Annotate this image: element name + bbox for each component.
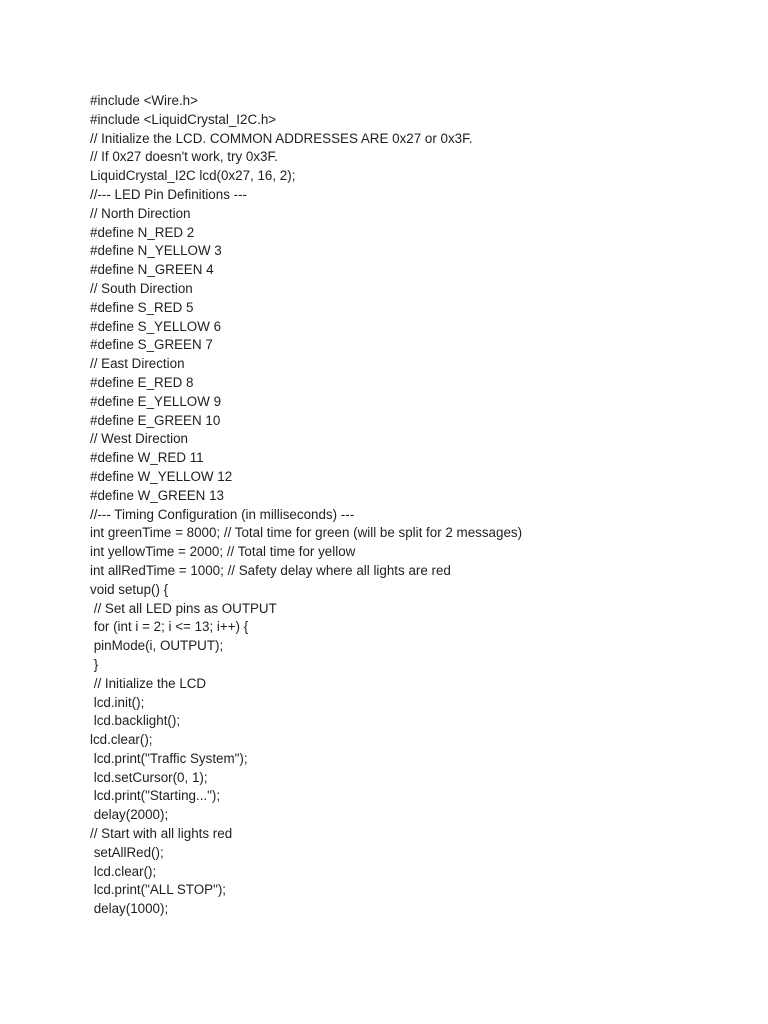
code-line: } bbox=[90, 656, 99, 672]
code-line: #define E_RED 8 bbox=[90, 374, 194, 390]
code-line: lcd.print("Traffic System"); bbox=[90, 750, 248, 766]
code-line: #define S_YELLOW 6 bbox=[90, 318, 222, 334]
code-line: //--- Timing Configuration (in milliseconds) --- bbox=[90, 506, 355, 522]
code-line: #define N_YELLOW 3 bbox=[90, 243, 222, 259]
code-line: lcd.print("Starting..."); bbox=[90, 788, 221, 804]
code-line: lcd.backlight(); bbox=[90, 713, 181, 729]
code-line: lcd.init(); bbox=[90, 694, 145, 710]
code-line: for (int i = 2; i <= 13; i++) { bbox=[90, 619, 249, 635]
code-line: #define N_RED 2 bbox=[90, 224, 195, 240]
code-line: LiquidCrystal_I2C lcd(0x27, 16, 2); bbox=[90, 168, 296, 184]
code-line: #define W_GREEN 13 bbox=[90, 487, 224, 503]
code-line: lcd.clear(); bbox=[90, 732, 153, 748]
code-line: #define W_RED 11 bbox=[90, 450, 204, 466]
code-line: delay(1000); bbox=[90, 901, 169, 917]
code-line: lcd.setCursor(0, 1); bbox=[90, 769, 208, 785]
code-line: int greenTime = 8000; // Total time for green (will be split for 2 messages) bbox=[90, 525, 523, 541]
code-line: #define E_YELLOW 9 bbox=[90, 393, 222, 409]
code-line: #define S_GREEN 7 bbox=[90, 337, 213, 353]
code-line: #include <Wire.h> bbox=[90, 93, 198, 108]
code-line: #define W_YELLOW 12 bbox=[90, 468, 233, 484]
code-line: int yellowTime = 2000; // Total time for yellow bbox=[90, 544, 356, 560]
code-line: pinMode(i, OUTPUT); bbox=[90, 638, 224, 654]
code-line: //--- LED Pin Definitions --- bbox=[90, 186, 247, 202]
code-line: // Start with all lights red bbox=[90, 826, 233, 842]
code-line: // Initialize the LCD. COMMON ADDRESSES ARE 0x27 or 0x3F. bbox=[90, 130, 473, 146]
code-line: // West Direction bbox=[90, 431, 188, 447]
code-line: #define E_GREEN 10 bbox=[90, 412, 221, 428]
code-line: #include <LiquidCrystal_I2C.h> bbox=[90, 111, 277, 127]
code-listing bbox=[90, 92, 750, 919]
code-line: setAllRed(); bbox=[90, 844, 164, 860]
code-line: #define S_RED 5 bbox=[90, 299, 194, 315]
code-line: // Initialize the LCD bbox=[90, 675, 207, 691]
code-line: delay(2000); bbox=[90, 807, 169, 823]
code-line: // Set all LED pins as OUTPUT bbox=[90, 600, 277, 616]
code-line: int allRedTime = 1000; // Safety delay where all lights are red bbox=[90, 562, 451, 578]
code-line: // If 0x27 doesn't work, try 0x3F. bbox=[90, 149, 278, 165]
code-line: // North Direction bbox=[90, 205, 191, 221]
code-line: void setup() { bbox=[90, 581, 169, 597]
code-line: // East Direction bbox=[90, 356, 185, 372]
code-line: lcd.clear(); bbox=[90, 863, 157, 879]
code-line: lcd.print("ALL STOP"); bbox=[90, 882, 227, 898]
code-line: // South Direction bbox=[90, 280, 193, 296]
code-line: #define N_GREEN 4 bbox=[90, 262, 214, 278]
